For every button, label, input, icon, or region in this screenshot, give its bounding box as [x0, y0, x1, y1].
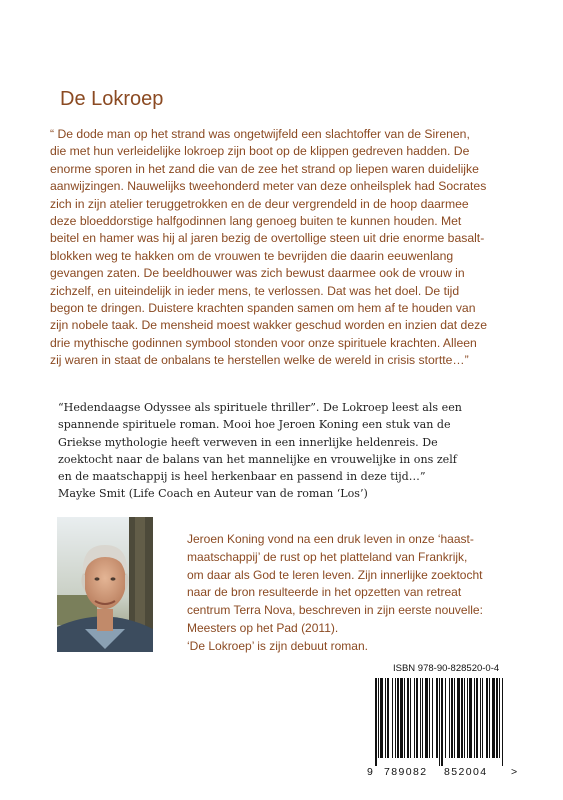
barcode-image [375, 678, 507, 766]
barcode-group-right: 852004 [444, 766, 488, 778]
author-photo [57, 517, 153, 652]
page-title: De Lokroep [60, 88, 164, 110]
review-quote: “Hedendaagse Odyssee als spirituele thriller”. De Lokroep leest als een spannende spirituele roman. Mooi hoe Jeroen Koning een stuk van de Griekse mythologie heeft verweven in een innerlijke heldenreis. De zoektocht naar de balans van het mannelijke en vrouwelijke in ons zelf en de maatschappij is heel herkenbaar en passend in deze tijd…” Mayke Smit (Life Coach en Auteur van de roman ‘Los’) [58, 401, 462, 501]
barcode-quiet-mark: > [511, 766, 518, 778]
barcode-group-left: 789082 [384, 766, 428, 778]
barcode-digit-first: 9 [367, 766, 373, 778]
isbn-label: ISBN 978-90-828520-0-4 [393, 663, 500, 674]
author-bio: Jeroen Koning vond na een druk leven in onze ‘haast- maatschappij’ de rust op het platteland van Frankrijk, om daar als God te leren leven. Zijn innerlijke zoektocht naar de bron resulteerde in het opzetten van retreat centrum Terra Nova, beschreven in zijn eerste nouvelle: Meesters op het Pad (2011). ‘De Lokroep’ is zijn debuut roman. [187, 532, 483, 653]
blurb-text: “ De dode man op het strand was ongetwijfeld een slachtoffer van de Sirenen, die met hun verleidelijke lokroep zijn boot op de klippen gedreven hadden. De enorme sporen in het zand die van de zee het strand op liepen waren duidelijke aanwijzingen. Nauwelijks tweehonderd meter van deze onheilsplek had Socrates zich in zijn atelier teruggetrokken en de deur vergrendeld in de hoop daarmee deze bloeddorstige halfgodinnen lang genoeg buiten te kunnen houden. Met beitel en hamer was hij al jaren bezig de overtollige steen uit drie enorme basalt- blokken weg te hakken om de vrouwen te bevrijden die daarin eeuwenlang gevangen zaten. De beeldhouwer was zich bewust daarmee ook de vrouw in zichzelf, en uiteindelijk in ieder mens, te verlossen. Dat was het doel. De tijd begon te dringen. Duistere krachten spanden samen om hem af te houden van zijn nobele taak. De mensheid moest wakker geschud worden en inzien dat deze drie mythische godinnen symbool stonden voor onze spirituele krachten. Alleen zij waren in staat de onbalans te herstellen welke de wereld in crisis stortte…” [50, 127, 487, 368]
